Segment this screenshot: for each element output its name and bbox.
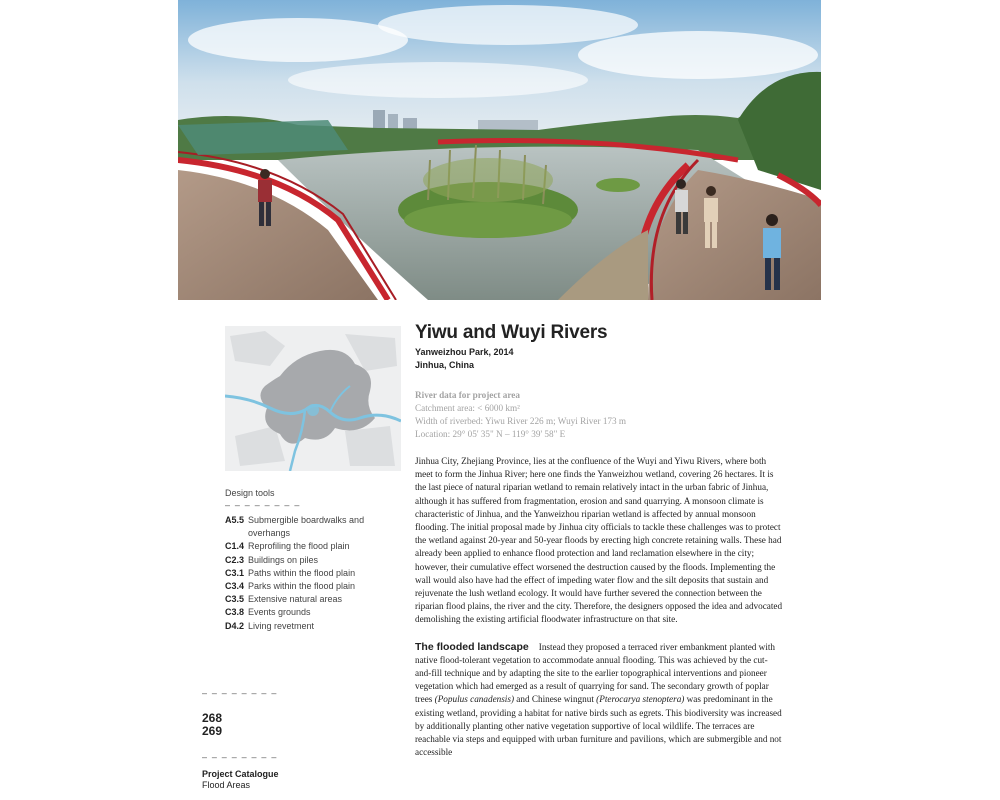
- tool-label: Events grounds: [248, 607, 311, 618]
- article: [415, 322, 783, 759]
- tool-item: [225, 580, 405, 593]
- page-number-right: 269: [202, 724, 223, 738]
- tool-item: [225, 554, 405, 567]
- tool-code: C3.8: [225, 607, 245, 618]
- tool-code: D4.2: [225, 620, 245, 631]
- page-info-separator-top: – – – – – – – –: [202, 688, 278, 698]
- paragraph-2-species-1: (Populus canadensis): [434, 694, 514, 705]
- tool-code: C2.3: [225, 554, 245, 565]
- project-location: Jinhua, China: [415, 360, 475, 370]
- tool-item: [225, 593, 405, 606]
- river-data-title: River data for project area: [415, 390, 520, 400]
- tool-label: Parks within the flood plain: [248, 581, 356, 592]
- design-tools-heading: Design tools: [225, 488, 275, 498]
- tool-label: Buildings on piles: [248, 554, 319, 565]
- river-data-riverbed: Width of riverbed: Yiwu River 226 m; Wuyi River 173 m: [415, 416, 627, 426]
- body-paragraph-1: Jinhua City, Zhejiang Province, lies at the confluence of the Wuyi and Yiwu Rivers, where both meet to form the Jinhua River; here one finds the Yanweizhou wetland, covering 26 hectares. It is the last piece of natural riparian wetland to remain relatively intact in the urban fabric of Jinhua, although it has suffered from fragmentation, erosion and sand quarrying. A monsoon climate is characteristic of Jinhua, and the Yanweizhou riparian wetland is affected by annual monsoon flooding. The initial proposal made by Jinhua city officials to tackle these challenges was to protect the wetland against 20-year and 50-year floods by erecting high concrete retaining walls. These had already been applied to enhance flood protection and land reclamation elsewhere in the city; however, their cumulative effect worsened the destruction caused by the floods. Implementing the wall would also have had the effect of impeding water flow and the silt deposits that sustain and rejuvenate the lush wetland ecology. It would have further severed the connection between the riparian flood plains, the river and the city. Therefore, the designers opposed the idea and advocated demolishing the existing artificial floodwater infrastructure on that site.: [415, 456, 783, 625]
- river-data-catchment: Catchment area: < 6000 km²: [415, 403, 520, 413]
- map-illustration: [225, 326, 401, 471]
- river-data: [415, 389, 783, 441]
- article-title: Yiwu and Wuyi Rivers: [415, 322, 608, 343]
- tool-code: C1.4: [225, 541, 245, 552]
- river-data-location: Location: 29° 05' 35" N – 119° 39' 58" E: [415, 429, 566, 439]
- paragraph-2-part-c: was predominant in the existing wetland, providing a habitat for native birds such as egrets. This biodiversity was increased by additionally planting other native vegetation supportive of local wildlife. The terraces are reachable via steps and equipped with urban furniture and pavilions, which are submergible and not accessible: [415, 694, 782, 758]
- tool-label: Extensive natural areas: [248, 594, 343, 605]
- tool-item: [225, 620, 405, 633]
- project-name: Yanweizhou Park, 2014: [415, 347, 514, 357]
- tool-label: Paths within the flood plain: [248, 567, 356, 578]
- page-info-separator-bottom: – – – – – – – –: [202, 752, 278, 762]
- paragraph-2-species-2: (Pterocarya stenoptera): [596, 694, 685, 705]
- tool-code: C3.1: [225, 567, 245, 578]
- design-tools-separator: – – – – – – – –: [225, 500, 301, 510]
- catalogue-label: Project Catalogue: [202, 769, 279, 779]
- tool-code: A5.5: [225, 515, 245, 525]
- location-map: [225, 326, 401, 471]
- tool-item: [225, 606, 405, 619]
- section-heading: The flooded landscape: [415, 640, 529, 653]
- page-numbers: [202, 712, 352, 738]
- tool-item: [225, 514, 405, 540]
- design-tools-list: [225, 514, 405, 633]
- body-paragraph-2: [415, 641, 783, 760]
- park-photo-illustration: [178, 0, 821, 300]
- tool-item: [225, 540, 405, 553]
- tool-code: C3.4: [225, 581, 245, 592]
- page-info: [202, 688, 352, 790]
- paragraph-2-part-a: Instead they proposed a terraced river embankment planted with native flood-tolerant vegetation to accommodate annual flooding. This was achieved by the cut-and-fill technique and by adapting the site to the earlier topographical interventions and pioneer vegetation which had emerged as a result of quarrying for sand. The secondary growth of poplar trees: [415, 641, 776, 705]
- tool-label: Living revetment: [248, 620, 315, 631]
- paragraph-2-part-b: and Chinese wingnut: [514, 694, 597, 705]
- section-label: Flood Areas: [202, 780, 251, 790]
- design-tools: [225, 488, 405, 633]
- tool-code: C3.5: [225, 594, 245, 605]
- tool-label: Reprofiling the flood plain: [248, 541, 350, 552]
- tool-item: [225, 567, 405, 580]
- tool-label: Submergible boardwalks and overhangs: [248, 515, 365, 539]
- page-number-left: 268: [202, 711, 223, 725]
- hero-photo: [178, 0, 821, 300]
